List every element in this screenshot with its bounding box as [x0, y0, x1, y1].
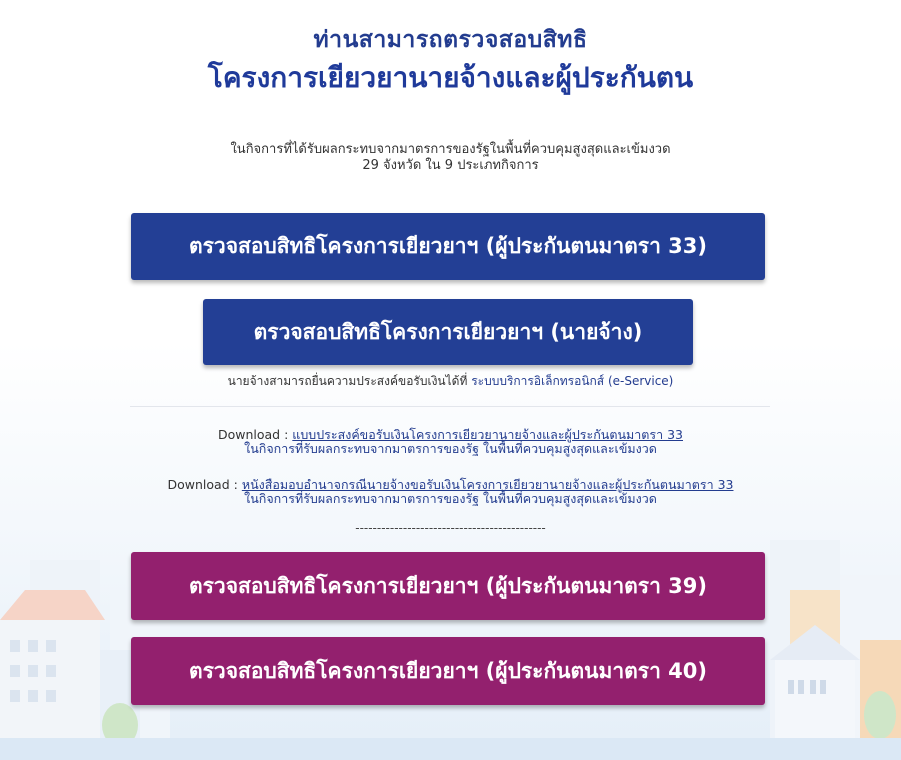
- download-sep: :: [280, 427, 293, 442]
- e-service-link[interactable]: ระบบบริการอิเล็กทรอนิกส์ (e-Service): [471, 374, 674, 388]
- check-m39-button[interactable]: ตรวจสอบสิทธิโครงการเยียวยาฯ (ผู้ประกันตนมาตรา 39): [131, 552, 765, 620]
- download-label: Download: [217, 427, 281, 442]
- download-line: [0, 478, 901, 492]
- download-item-form: [0, 428, 901, 456]
- download-line: [0, 428, 901, 442]
- intro-line2: 29 จังหวัด ใน 9 ประเภทกิจการ: [362, 158, 539, 173]
- dashed-separator: --------------------------------------------: [355, 521, 546, 535]
- check-m33-button[interactable]: ตรวจสอบสิทธิโครงการเยียวยาฯ (ผู้ประกันตนมาตรา 33): [131, 213, 765, 280]
- page-title-line2: โครงการเยียวยานายจ้างและผู้ประกันตน: [207, 61, 694, 94]
- intro-line1: ในกิจการที่ได้รับผลกระทบจากมาตรการของรัฐในพื้นที่ควบคุมสูงสุดและเข้มงวด: [230, 142, 671, 157]
- download-item-poa: [0, 478, 901, 506]
- intro-text: [100, 142, 801, 174]
- employer-note: [100, 372, 801, 391]
- download-subtext: ในกิจการที่รับผลกระทบจากมาตรการของรัฐ ในพื้นที่ควบคุมสูงสุดและเข้มงวด: [244, 491, 657, 506]
- download-sep: :: [229, 477, 242, 492]
- divider: [130, 406, 770, 407]
- download-subtext: ในกิจการที่รับผลกระทบจากมาตรการของรัฐ ในพื้นที่ควบคุมสูงสุดและเข้มงวด: [244, 441, 657, 456]
- download-poa-link[interactable]: หนังสือมอบอำนาจกรณีนายจ้างขอรับเงินโครงการเยียวยานายจ้างและผู้ประกันตนมาตรา 33: [241, 477, 734, 492]
- page-title-line1: ท่านสามารถตรวจสอบสิทธิ: [313, 27, 588, 53]
- check-m40-button[interactable]: ตรวจสอบสิทธิโครงการเยียวยาฯ (ผู้ประกันตนมาตรา 40): [131, 637, 765, 705]
- check-employer-button[interactable]: ตรวจสอบสิทธิโครงการเยียวยาฯ (นายจ้าง): [203, 299, 693, 365]
- download-form-link[interactable]: แบบประสงค์ขอรับเงินโครงการเยียวยานายจ้างและผู้ประกันตนมาตรา 33: [292, 427, 683, 442]
- download-label: Download: [167, 477, 230, 492]
- employer-note-text: นายจ้างสามารถยื่นความประสงค์ขอรับเงินได้ที่: [227, 374, 472, 388]
